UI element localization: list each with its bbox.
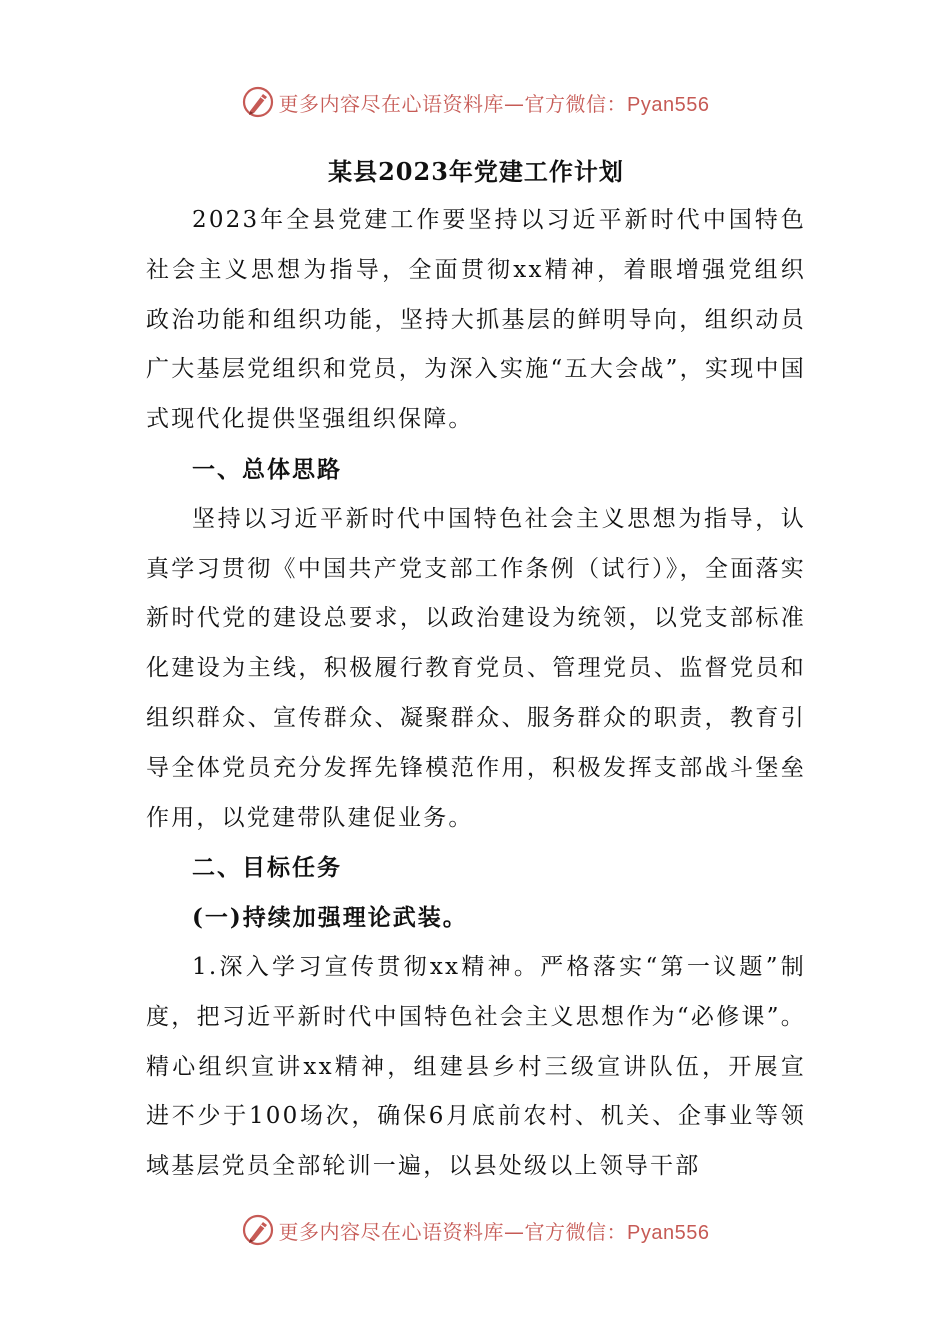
intro-paragraph: 2023年全县党建工作要坚持以习近平新时代中国特色社会主义思想为指导，全面贯彻xx精神，着眼增强党组织政治功能和组织功能，坚持大抓基层的鲜明导向，组织动员广大基层党组织和党员，为深入实施“五大会战”，实现中国式现代化提供坚强组织保障。 (146, 207, 806, 433)
pen-logo-icon (241, 85, 275, 119)
watermark-text: 更多内容尽在心语资料库—官方微信：Pyan556 (278, 1219, 710, 1244)
watermark-footer (0, 1210, 950, 1250)
watermark-code: Pyan556 (627, 1221, 710, 1244)
pen-logo-icon (241, 1213, 275, 1247)
section-heading-goals-tasks: 二、目标任务 (192, 854, 342, 882)
section-body-overall-approach: 坚持以习近平新时代中国特色社会主义思想为指导，认真学习贯彻《中国共产党支部工作条例（试行）》，全面落实新时代党的建设总要求，以政治建设为统领，以党支部标准化建设为主线，积极履行教育党员、管理党员、监督党员和组织群众、宣传群众、凝聚群众、服务群众的职责，教育引导全体党员充分发挥先锋模范作用，积极发挥支部战斗堡垒作用，以党建带队建促业务。 (146, 505, 806, 831)
subsection-heading-theory: (一)持续加强理论武装。 (192, 904, 468, 932)
watermark-code: Pyan556 (627, 93, 710, 116)
document-body (146, 150, 806, 1192)
item-paragraph-1: 1.深入学习宣传贯彻xx精神。严格落实“第一议题”制度，把习近平新时代中国特色社会主义思想作为“必修课”。精心组织宣讲xx精神，组建县乡村三级宣讲队伍，开展宣进不少于100场次，确保6月底前农村、机关、企事业等领域基层党员全部轮训一遍，以县处级以上领导干部 (146, 953, 806, 1180)
section-heading-overall-approach: 一、总体思路 (192, 455, 342, 483)
document-title: 某县2023年党建工作计划 (328, 157, 624, 186)
watermark-header (0, 82, 950, 122)
watermark-text: 更多内容尽在心语资料库—官方微信：Pyan556 (278, 91, 710, 116)
